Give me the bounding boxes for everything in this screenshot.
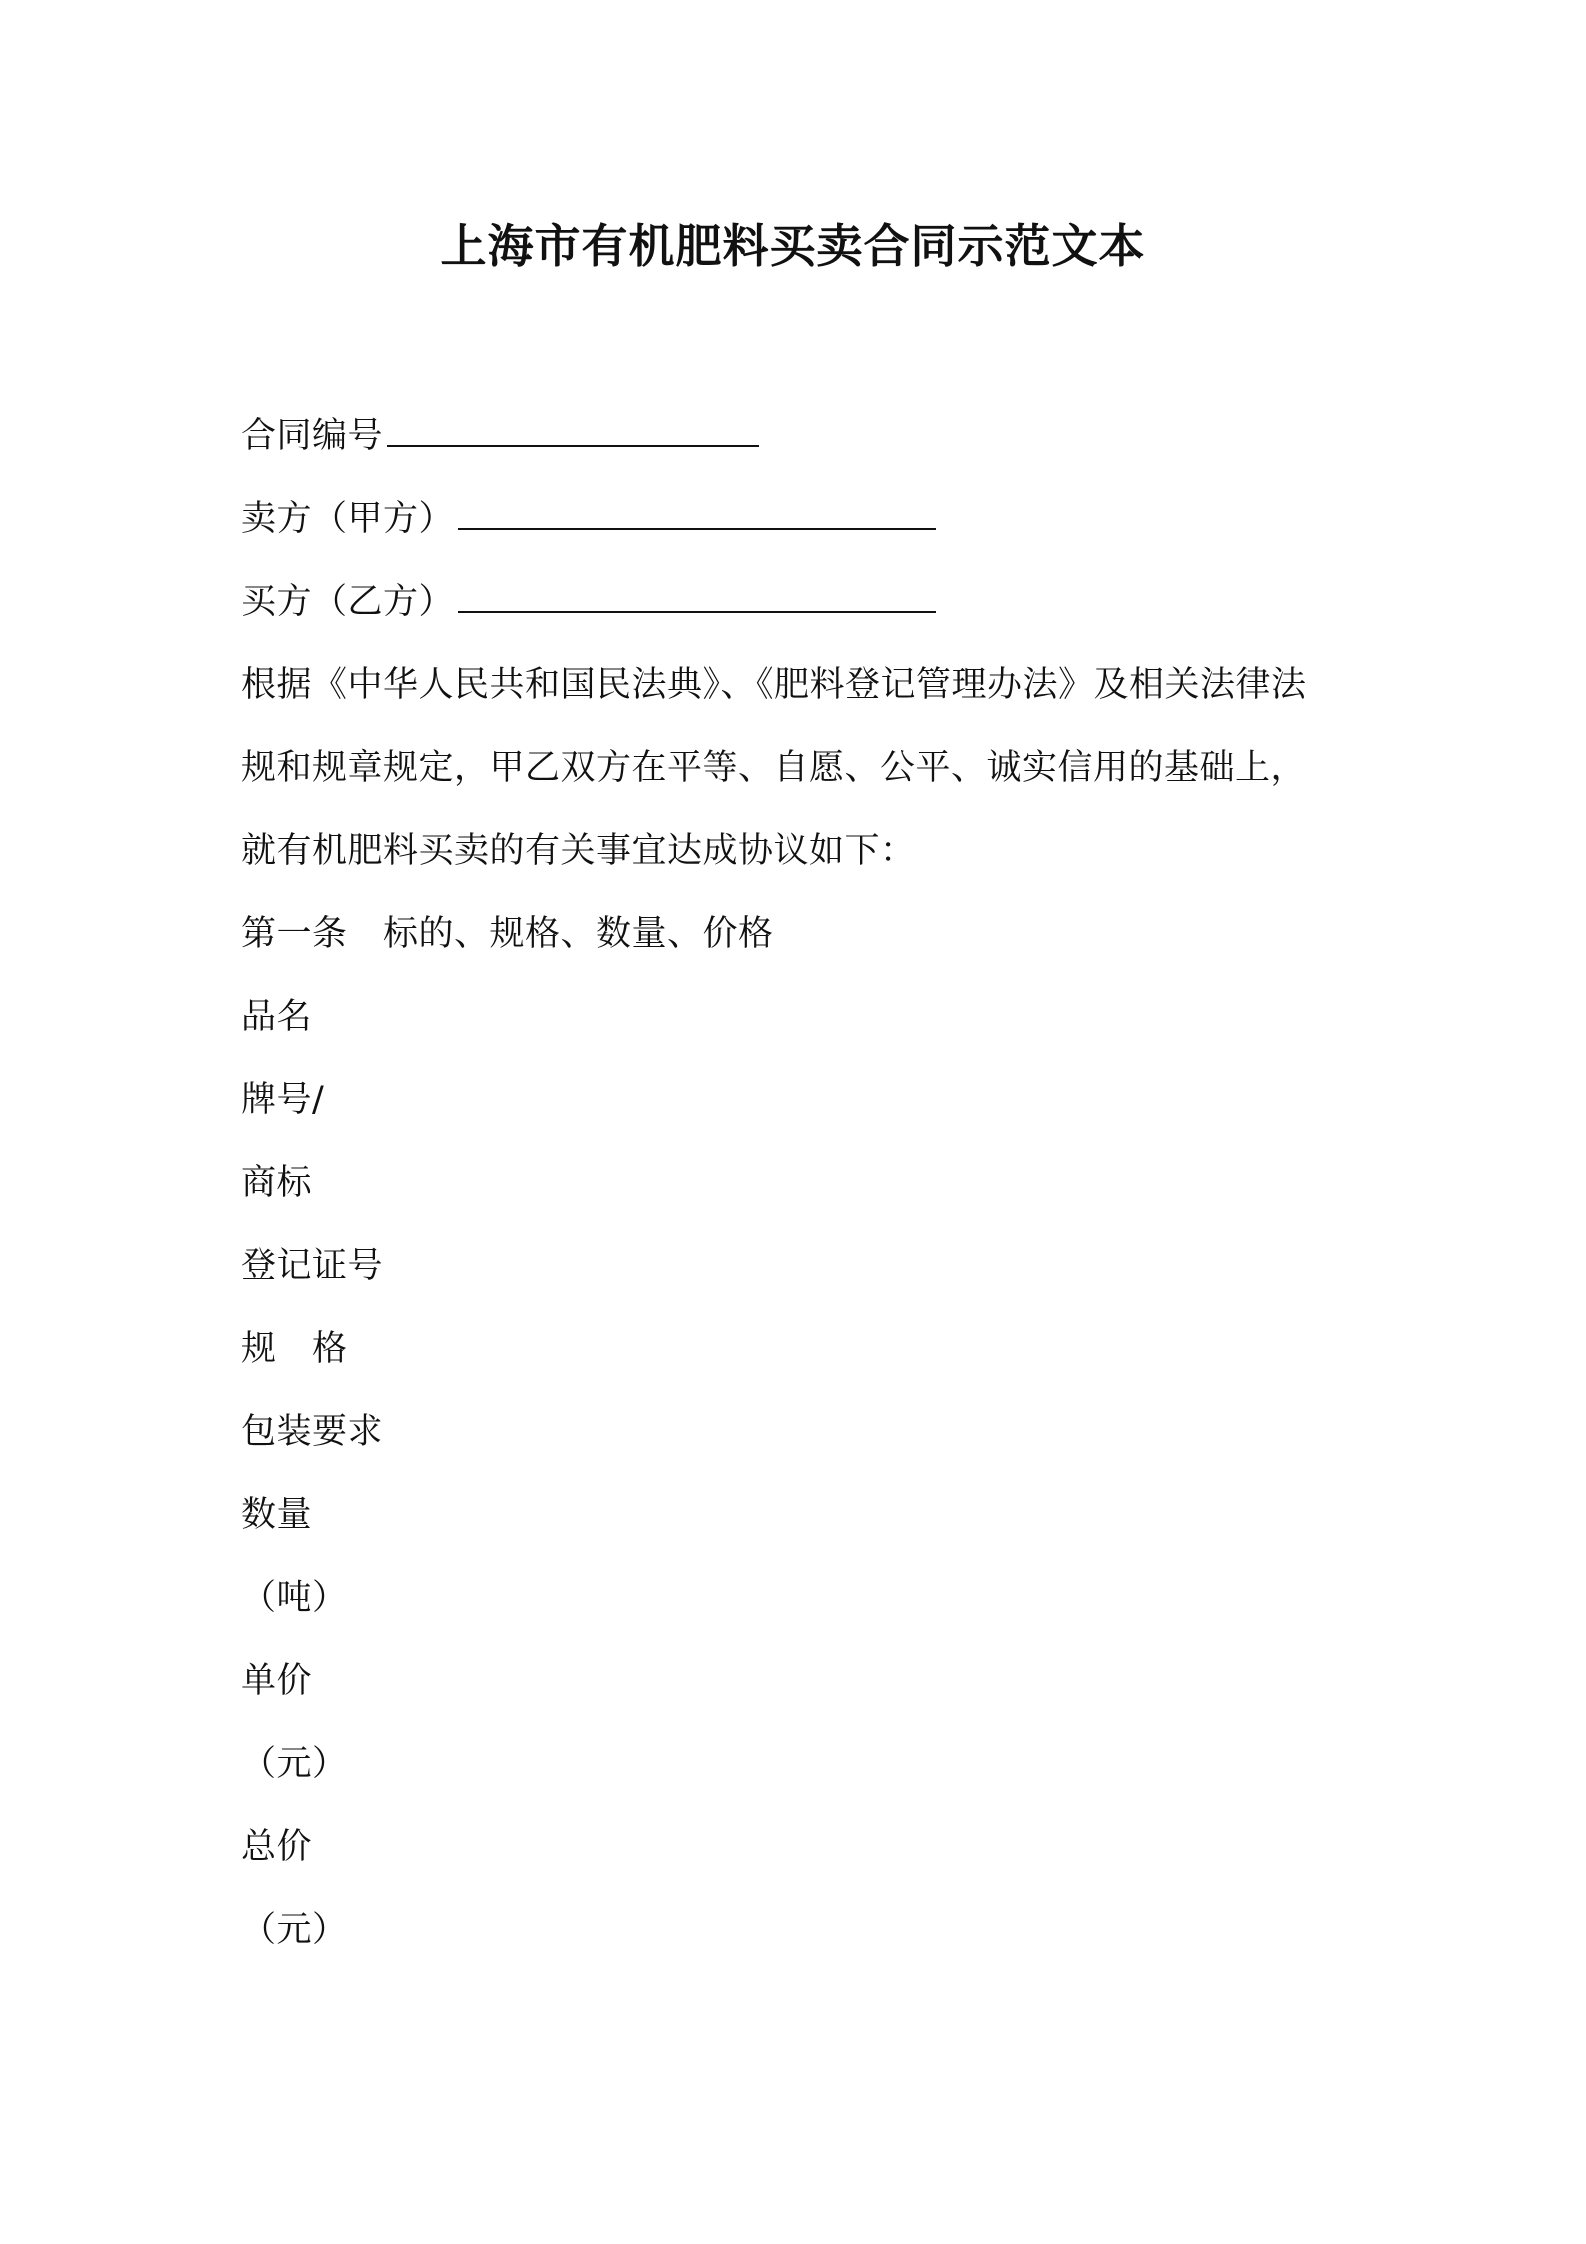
table-header-unit-price-unit: （元） [241, 1744, 348, 1784]
contract-number-field [241, 412, 759, 460]
buyer-label: 买方（乙方） [241, 582, 455, 622]
preamble-line-3: 就有机肥料买卖的有关事宜达成协议如下： [241, 831, 916, 871]
table-header-specification: 规 格 [241, 1329, 348, 1369]
table-header-total-price: 总价 [241, 1827, 313, 1867]
buyer-blank[interactable] [458, 581, 936, 613]
table-header-total-price-unit: （元） [241, 1910, 348, 1950]
page-title: 上海市有机肥料买卖合同示范文本 [440, 219, 1146, 273]
preamble-line-2: 规和规章规定，甲乙双方在平等、自愿、公平、诚实信用的基础上， [241, 748, 1307, 788]
table-header-unit-price: 单价 [241, 1661, 313, 1701]
contract-number-label: 合同编号 [241, 416, 384, 456]
buyer-field [241, 578, 936, 626]
seller-field [241, 495, 936, 543]
seller-label: 卖方（甲方） [241, 499, 455, 539]
table-header-packaging: 包装要求 [241, 1412, 384, 1452]
table-header-registration-no: 登记证号 [241, 1246, 384, 1286]
table-header-product-name: 品名 [241, 997, 313, 1037]
seller-blank[interactable] [458, 498, 936, 530]
article-1-heading: 第一条 标的、规格、数量、价格 [241, 914, 774, 954]
table-header-brand: 牌号/ [241, 1080, 325, 1120]
table-header-trademark: 商标 [241, 1163, 313, 1203]
preamble-line-1: 根据《中华人民共和国民法典》、《肥料登记管理办法》及相关法律法 [241, 665, 1307, 705]
table-header-quantity-unit: （吨） [241, 1578, 348, 1618]
contract-number-blank[interactable] [387, 415, 759, 447]
table-header-quantity: 数量 [241, 1495, 313, 1535]
